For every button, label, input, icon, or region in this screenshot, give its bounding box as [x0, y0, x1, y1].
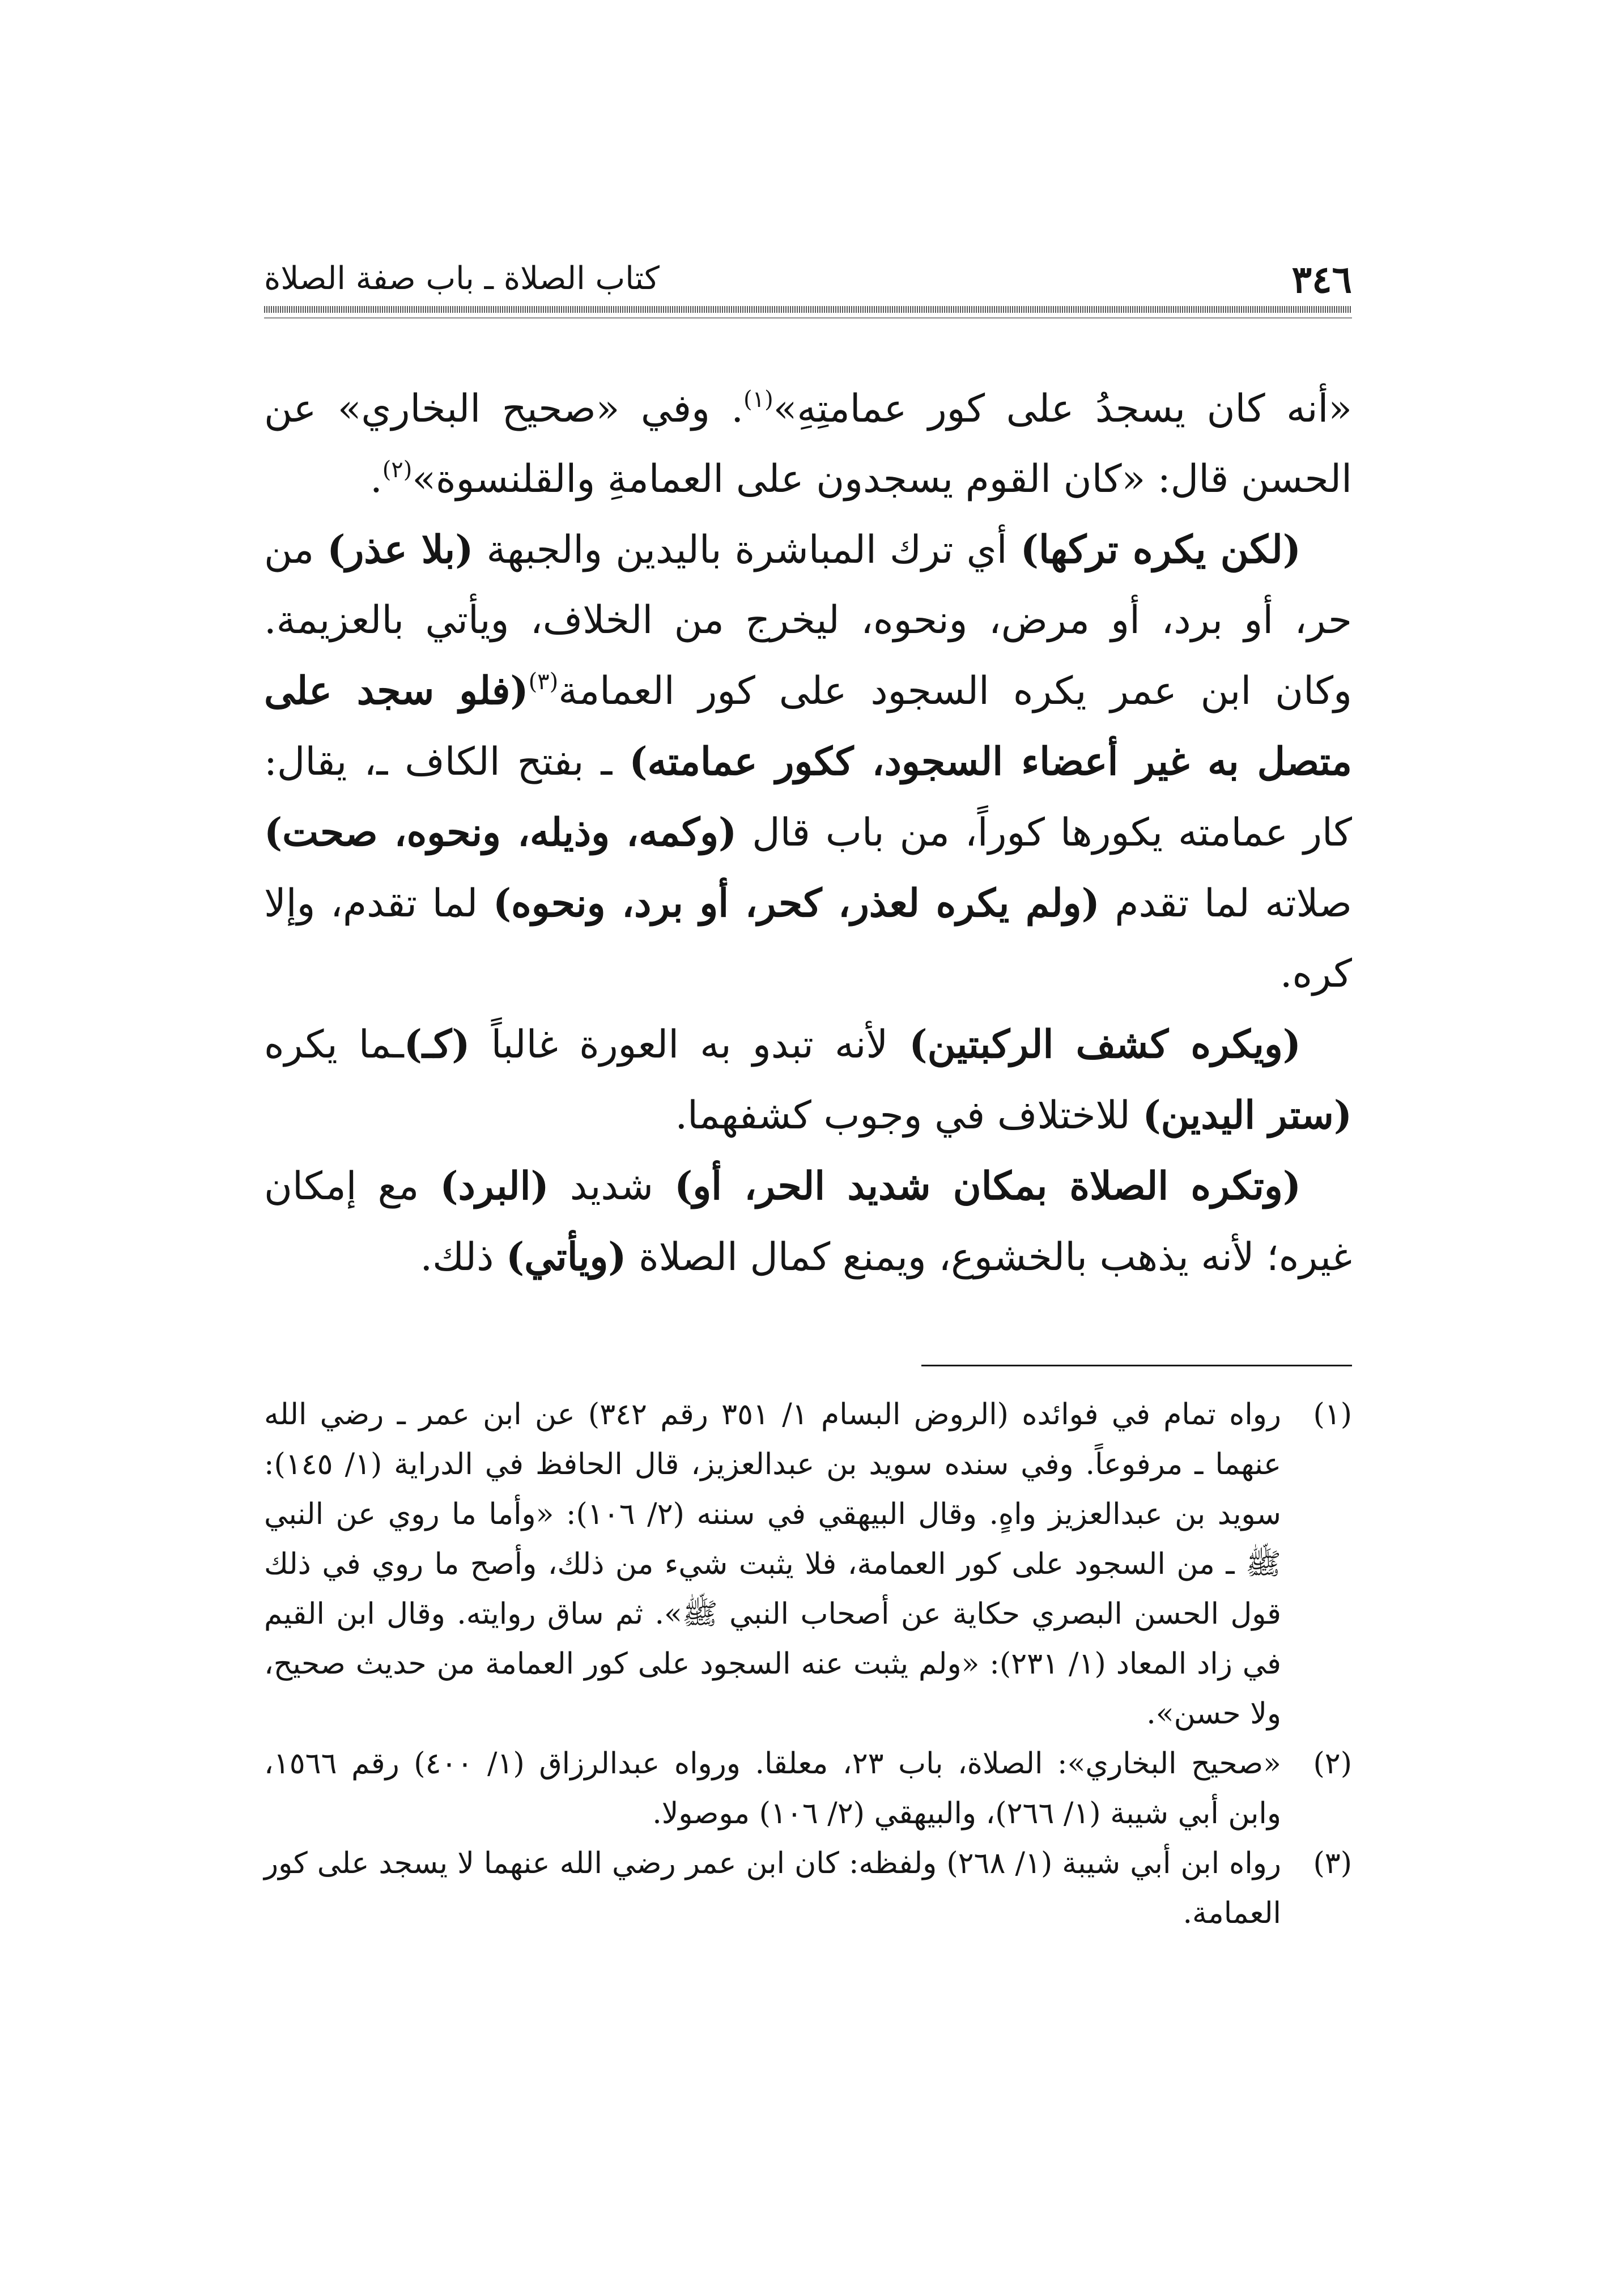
paragraph-3: [264, 1009, 1352, 1151]
running-title: كتاب الصلاة ـ باب صفة الصلاة: [264, 260, 660, 297]
header-rule-thin: [264, 317, 1352, 319]
footnote-ref-3: (٣): [528, 669, 559, 695]
p3-text-2: ـما يكره: [264, 1022, 404, 1067]
p2-bold-2: (بلا عذر): [327, 527, 474, 572]
p4-bold-2: (البرد): [440, 1164, 549, 1209]
p4-text-2: مع إمكان غيره؛ لأنه يذهب بالخشوع، ويمنع كمال الصلاة: [264, 1164, 1352, 1280]
p2-bold-1: (لكن يكره تركها): [1020, 527, 1301, 572]
footnote-text: رواه تمام في فوائده (الروض البسام ١/ ٣٥١ رقم ٣٤٢) عن ابن عمر ـ رضي الله عنهما ـ مرفوعاً. وفي سنده سويد بن عبدالعزيز، قال الحافظ في الدراية (١/ ١٤٥): سويد بن عبدالعزيز واهٍ. وقال البيهقي في سننه (٢/ ١٠٦): «وأما ما روي عن النبي ﷺ ـ من السجود على كور العمامة، فلا يثبت شيء من ذلك، وأصح ما روي في ذلك قول الحسن البصري حكاية عن أصحاب النبي ﷺ». ثم ساق روايته. وقال ابن القيم في زاد المعاد (١/ ٢٣١): «ولم يثبت عنه السجود على كور العمامة من حديث صحيح، ولا حسن».: [264, 1398, 1282, 1731]
p3-bold-1: (ويكره كشف الركبتين): [909, 1022, 1301, 1067]
p2-text-5: لما تقدم، وإلا كره.: [264, 881, 1352, 996]
header-rule: [264, 306, 1352, 313]
p3-bold-3: (ستر اليدين): [1142, 1093, 1352, 1138]
p1-text-3: .: [370, 457, 382, 502]
paragraph-1: [264, 374, 1352, 515]
p3-text-3: للاختلاف في وجوب كشفهما.: [675, 1093, 1143, 1138]
footnote-ref-2: (٢): [382, 457, 413, 483]
footnote-number: (٢): [1313, 1747, 1352, 1781]
p2-text-3: ـ بفتح الكاف ـ، يقال: كار عمامته يكورها كوراً، من باب قال: [264, 740, 1352, 855]
p4-bold-1: (وتكره الصلاة بمكان شديد الحر، أو): [674, 1164, 1301, 1209]
p2-text-1: أي ترك المباشرة باليدين والجبهة: [473, 528, 1021, 572]
footnote-ref-1: (١): [743, 387, 773, 413]
p2-bold-4: (وكمه، وذيله، ونحوه، صحت): [264, 810, 737, 855]
p3-text-1: لأنه تبدو به العورة غالباً: [470, 1022, 909, 1067]
p1-text-1: «أنه كان يسجدُ على كور عمامتِهِ»: [773, 387, 1353, 431]
footnote-2: [264, 1739, 1352, 1838]
footnotes: [264, 1390, 1352, 1938]
p4-text-1: شديد: [549, 1164, 675, 1209]
paragraph-4: [264, 1151, 1352, 1293]
main-text: [264, 374, 1352, 1293]
paragraph-2: [264, 515, 1352, 1009]
footnote-text: «صحيح البخاري»: الصلاة، باب ٢٣، معلقا. ورواه عبدالرزاق (١/ ٤٠٠) رقم ١٥٦٦، وابن أبي شيبة (١/ ٢٦٦)، والبيهقي (٢/ ١٠٦) موصولا.: [264, 1747, 1281, 1831]
p1-text-2: . وفي «صحيح البخاري» عن الحسن قال: «كان القوم يسجدون على العمامةِ والقلنسوة»: [264, 387, 1352, 502]
footnote-number: (١): [1313, 1398, 1352, 1432]
p2-bold-3: (فلو سجد على متصل به غير أعضاء السجود، ككور عمامته): [264, 668, 1352, 784]
footnote-text: رواه ابن أبي شيبة (١/ ٢٦٨) ولفظه: كان ابن عمر رضي الله عنهما لا يسجد على كور العمامة.: [264, 1846, 1281, 1930]
page-number: ٣٤٦: [1291, 257, 1352, 302]
p2-text-2: من حر، أو برد، أو مرض، ونحوه، ليخرج من الخلاف، ويأتي بالعزيمة. وكان ابن عمر يكره السجود على كور العمامة: [264, 528, 1353, 714]
footnote-separator: [921, 1365, 1352, 1366]
page-header: [264, 254, 1352, 305]
p2-text-4: صلاته لما تقدم: [1099, 881, 1352, 926]
p2-bold-5: (ولم يكره لعذر، كحر، أو برد، ونحوه): [492, 881, 1100, 926]
p3-bold-2: (كـ): [403, 1022, 470, 1067]
footnote-1: [264, 1390, 1352, 1739]
p4-bold-3: (ويأتي): [506, 1234, 627, 1280]
footnote-number: (٣): [1313, 1846, 1352, 1880]
p4-text-3: ذلك.: [420, 1235, 507, 1280]
footnote-3: [264, 1838, 1352, 1938]
